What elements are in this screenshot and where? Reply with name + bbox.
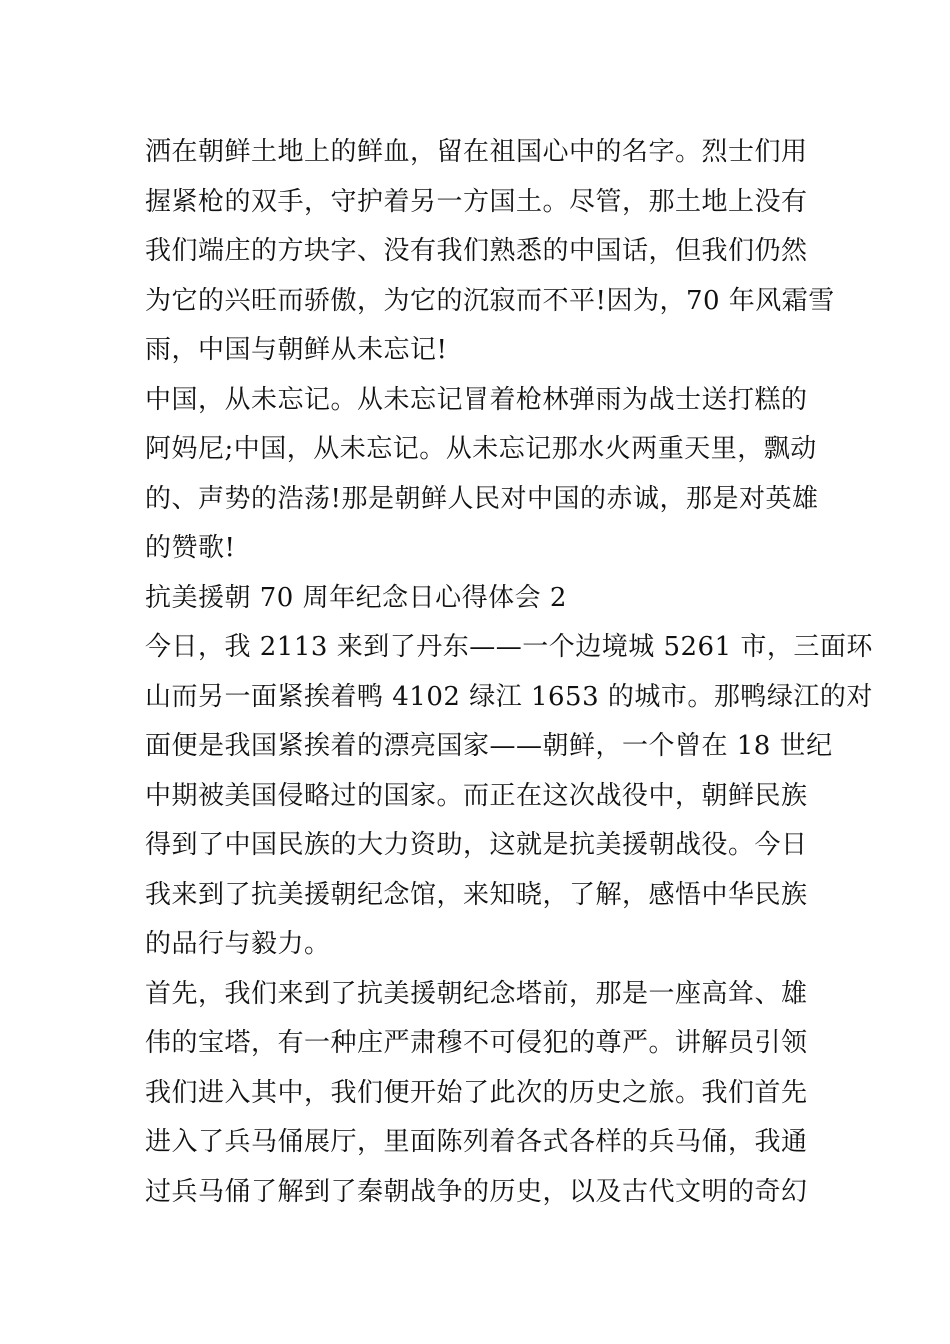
text-line: 的品行与毅力。 [145, 929, 331, 959]
text-line: 洒在朝鲜土地上的鲜血，留在祖国心中的名字。烈士们用 [145, 137, 808, 167]
text-line: 为它的兴旺而骄傲，为它的沉寂而不平!因为，70 年风霜雪 [145, 285, 835, 316]
text-line: 阿妈尼;中国，从未忘记。从未忘记那水火两重天里，飘动 [145, 434, 817, 464]
text-line: 中国，从未忘记。从未忘记冒着枪林弹雨为战士送打糕的 [145, 384, 808, 415]
text-line: 进入了兵马俑展厅，里面陈列着各式各样的兵马俑，我通 [145, 1127, 808, 1157]
text-line: 伟的宝塔，有一种庄严肃穆不可侵犯的尊严。讲解员引领 [145, 1028, 808, 1058]
text-line: 的赞歌! [145, 533, 236, 563]
text-line: 中期被美国侵略过的国家。而正在这次战役中，朝鲜民族 [145, 780, 808, 811]
text-line: 得到了中国民族的大力资助，这就是抗美援朝战役。今日 [145, 830, 808, 860]
text-line: 过兵马俑了解到了秦朝战争的历史，以及古代文明的奇幻 [145, 1176, 808, 1207]
text-line: 握紧枪的双手，守护着另一方国土。尽管，那土地上没有 [145, 186, 808, 217]
text-line: 山而另一面紧挨着鸭 4102 绿江 1653 的城市。那鸭绿江的对 [145, 681, 873, 712]
text-line: 今日，我 2113 来到了丹东——一个边境城 5261 市，三面环 [145, 632, 873, 662]
document-body [145, 128, 873, 1217]
text-line: 我来到了抗美援朝纪念馆，来知晓，了解，感悟中华民族 [145, 879, 808, 910]
text-line: 雨，中国与朝鲜从未忘记! [145, 335, 448, 365]
text-line: 我们进入其中，我们便开始了此次的历史之旅。我们首先 [145, 1077, 808, 1108]
text-line: 首先，我们来到了抗美援朝纪念塔前，那是一座高耸、雄 [145, 978, 808, 1009]
text-line: 我们端庄的方块字、没有我们熟悉的中国话，但我们仍然 [145, 236, 808, 266]
text-line: 面便是我国紧挨着的漂亮国家——朝鲜，一个曾在 18 世纪 [145, 731, 833, 761]
text-line: 的、声势的浩荡!那是朝鲜人民对中国的赤诚，那是对英雄 [145, 483, 819, 514]
section-heading: 抗美援朝 70 周年纪念日心得体会 2 [145, 582, 567, 613]
